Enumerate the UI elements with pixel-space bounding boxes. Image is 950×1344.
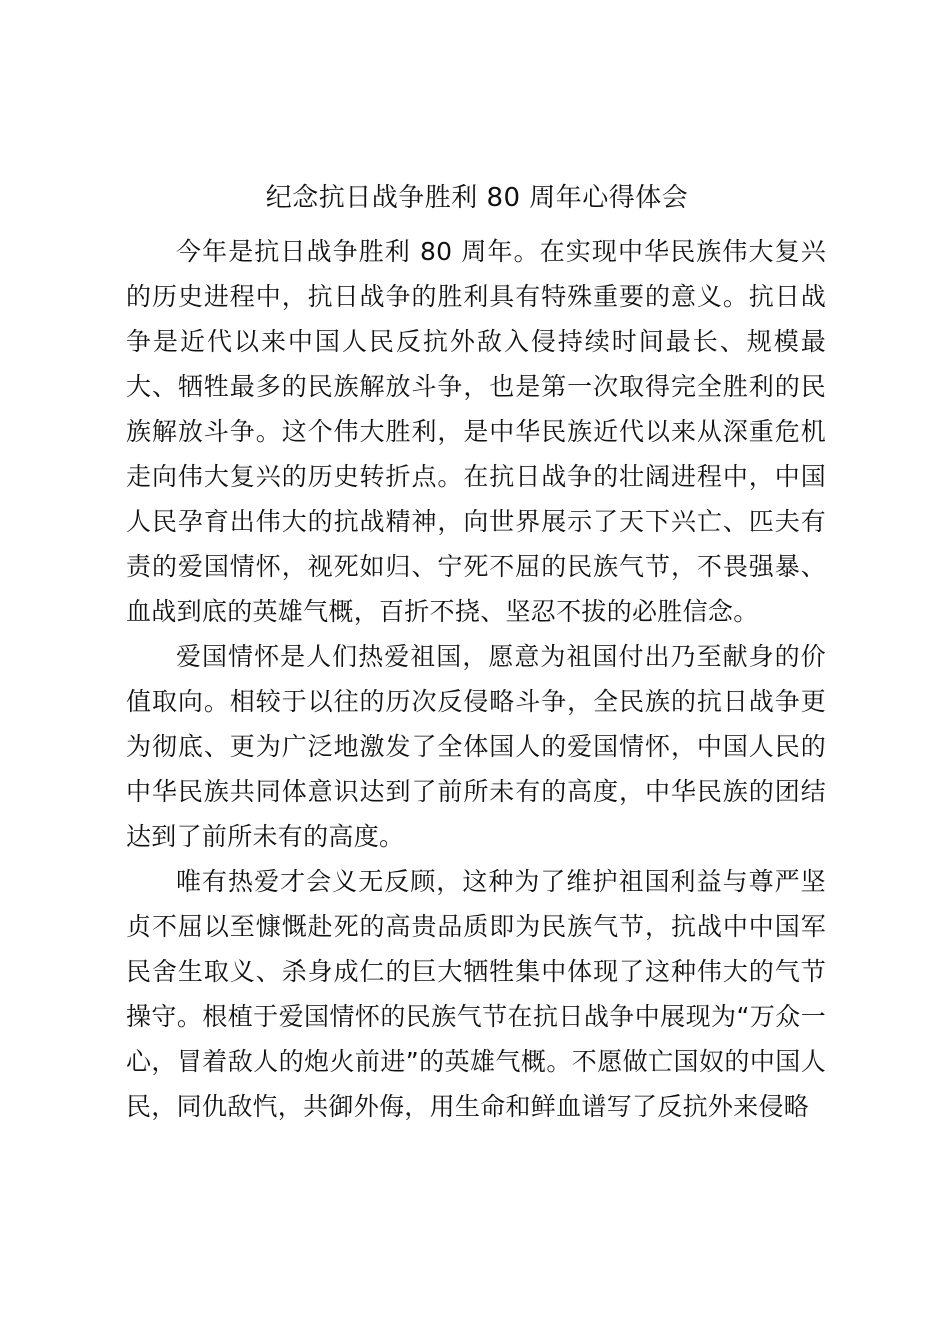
paragraph-1: 今年是抗日战争胜利 80 周年。在实现中华民族伟大复兴的历史进程中，抗日战争的胜利具有特殊重要的意义。抗日战争是近代以来中国人民反抗外敌入侵持续时间最长、规模最大、牺牲最多的民族解放斗争，也是第一次取得完全胜利的民族解放斗争。这个伟大胜利，是中华民族近代以来从深重危机走向伟大复兴的历史转折点。在抗日战争的壮阔进程中，中国人民孕育出伟大的抗战精神，向世界展示了天下兴亡、匹夫有责的爱国情怀，视死如归、宁死不屈的民族气节，不畏强暴、血战到底的英雄气概，百折不挠、坚忍不拔的必胜信念。 [126, 237, 826, 626]
document-title: 纪念抗日战争胜利 80 周年心得体会 [265, 183, 689, 213]
paragraph-3: 唯有热爱才会义无反顾，这种为了维护祖国利益与尊严坚贞不屈以至慷慨赴死的高贵品质即为民族气节，抗战中中国军民舍生取义、杀身成仁的巨大牺牲集中体现了这种伟大的气节操守。根植于爱国情怀的民族气节在抗日战争中展现为“万众一心，冒着敌人的炮火前进”的英雄气概。不愿做亡国奴的中国人民，同仇敌忾，共御外侮，用生命和鲜血谱写了反抗外来侵略 [126, 867, 826, 1121]
document-body [126, 175, 826, 1129]
paragraph-2: 爱国情怀是人们热爱祖国，愿意为祖国付出乃至献身的价值取向。相较于以往的历次反侵略斗争，全民族的抗日战争更为彻底、更为广泛地激发了全体国人的爱国情怀，中国人民的中华民族共同体意识达到了前所未有的高度，中华民族的团结达到了前所未有的高度。 [126, 642, 826, 851]
